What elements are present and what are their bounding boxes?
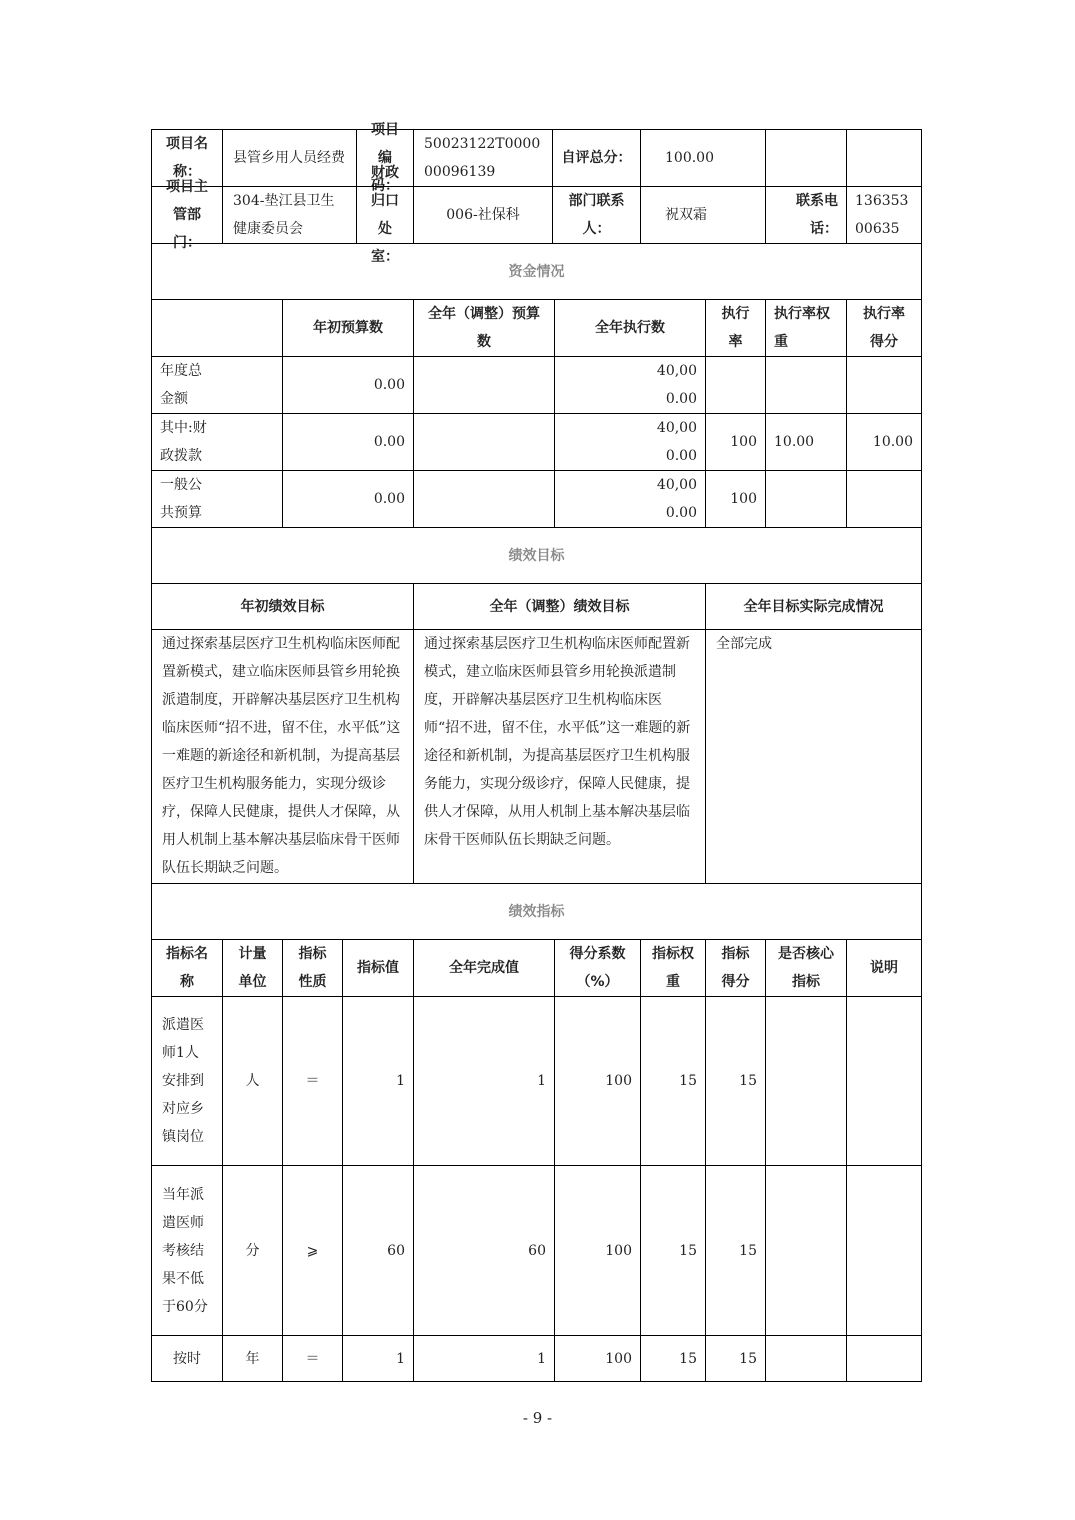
funds-row-initial: 0.00 [282, 356, 414, 414]
funds-row-executed: 40,000.00 [554, 470, 706, 528]
funds-col-adjusted: 全年（调整）预算数 [413, 299, 555, 357]
funds-row-score [846, 470, 922, 528]
goals-col-adjusted: 全年（调整）绩效目标 [413, 583, 706, 630]
finance-label: 财政归口处室： [356, 186, 414, 244]
ind-col-note: 说明 [846, 939, 922, 997]
funds-row-weight: 10.00 [765, 413, 847, 471]
phone-label: 联系电话： [765, 186, 847, 244]
empty-cell [765, 129, 847, 187]
finance: 006-社保科 [413, 186, 553, 244]
funds-row-rate: 100 [705, 413, 766, 471]
funds-row-rate [705, 356, 766, 414]
contact-label: 部门联系人： [552, 186, 641, 244]
ind-row-name: 派遣医师1人安排到对应乡镇岗位 [151, 996, 223, 1166]
ind-col-done: 全年完成值 [413, 939, 555, 997]
funds-row-executed: 40,000.00 [554, 356, 706, 414]
ind-row-coef: 100 [554, 1165, 641, 1336]
ind-col-score: 指标得分 [705, 939, 766, 997]
ind-row-name: 按时 [151, 1335, 223, 1382]
page-number: - 9 - [522, 1409, 553, 1427]
ind-row-score: 15 [705, 1335, 766, 1382]
ind-row-weight: 15 [640, 996, 706, 1166]
goal-initial-text: 通过探索基层医疗卫生机构临床医师配置新模式，建立临床医师县管乡用轮换派遣制度，开辟解决基层医疗卫生机构临床医师“招不进，留不住，水平低”这一难题的新途径和新机制，为提高基层医疗卫生机构服务能力，实现分级诊疗，保障人民健康，提供人才保障，从用人机制上基本解决基层临床骨干医师队伍长期缺乏问题。 [151, 629, 414, 884]
ind-row-nature: ⩾ [282, 1165, 343, 1336]
phone: 13635300635 [846, 186, 922, 244]
ind-row-core [765, 1335, 847, 1382]
evaluation-table [152, 122, 923, 1383]
ind-row-core [765, 996, 847, 1166]
empty-cell [846, 129, 922, 187]
ind-row-score: 15 [705, 1165, 766, 1336]
ind-row-note [846, 1335, 922, 1382]
funds-row-name: 年度总金额 [151, 356, 283, 414]
project-code-label: 项目编码： [356, 129, 414, 187]
ind-row-note [846, 996, 922, 1166]
ind-row-name: 当年派遣医师考核结果不低于60分 [151, 1165, 223, 1336]
ind-row-value: 1 [342, 996, 414, 1166]
ind-col-weight: 指标权重 [640, 939, 706, 997]
funds-row-name: 一般公共预算 [151, 470, 283, 528]
goal-adjusted-text: 通过探索基层医疗卫生机构临床医师配置新模式，建立临床医师县管乡用轮换派遣制度，开辟解决基层医疗卫生机构临床医师“招不进，留不住，水平低”这一难题的新途径和新机制，为提高基层医疗卫生机构服务能力，实现分级诊疗，保障人民健康，提供人才保障，从用人机制上基本解决基层临床骨干医师队伍长期缺乏问题。 [413, 629, 706, 884]
ind-col-name: 指标名称 [151, 939, 223, 997]
ind-col-unit: 计量单位 [222, 939, 283, 997]
ind-row-nature: ＝ [282, 1335, 343, 1382]
funds-col-initial: 年初预算数 [282, 299, 414, 357]
funds-row-rate: 100 [705, 470, 766, 528]
ind-row-unit: 年 [222, 1335, 283, 1382]
funds-col-weight: 执行率权重 [765, 299, 847, 357]
dept: 304-垫江县卫生健康委员会 [222, 186, 357, 244]
ind-row-unit: 人 [222, 996, 283, 1166]
ind-row-note [846, 1165, 922, 1336]
funds-row-adjusted [413, 356, 555, 414]
ind-row-done: 1 [413, 996, 555, 1166]
indicators-section-title: 绩效指标 [151, 883, 922, 940]
funds-col-name [151, 299, 283, 357]
funds-row-weight [765, 470, 847, 528]
funds-row-name: 其中:财政拨款 [151, 413, 283, 471]
funds-row-score: 10.00 [846, 413, 922, 471]
ind-row-coef: 100 [554, 996, 641, 1166]
contact: 祝双霜 [640, 186, 766, 244]
funds-section-title: 资金情况 [151, 243, 922, 300]
ind-row-weight: 15 [640, 1165, 706, 1336]
self-score: 100.00 [640, 129, 766, 187]
funds-col-executed: 全年执行数 [554, 299, 706, 357]
funds-col-rate: 执行率 [705, 299, 766, 357]
ind-row-core [765, 1165, 847, 1336]
funds-col-score: 执行率得分 [846, 299, 922, 357]
ind-row-score: 15 [705, 996, 766, 1166]
ind-row-done: 1 [413, 1335, 555, 1382]
funds-row-weight [765, 356, 847, 414]
ind-row-nature: ＝ [282, 996, 343, 1166]
ind-row-value: 1 [342, 1335, 414, 1382]
self-score-label: 自评总分： [552, 129, 641, 187]
ind-col-core: 是否核心指标 [765, 939, 847, 997]
dept-label: 项目主管部门： [151, 186, 223, 244]
ind-col-value: 指标值 [342, 939, 414, 997]
ind-row-done: 60 [413, 1165, 555, 1336]
project-name: 县管乡用人员经费 [222, 129, 357, 187]
funds-row-initial: 0.00 [282, 413, 414, 471]
project-code: 50023122T000000096139 [413, 129, 553, 187]
ind-row-unit: 分 [222, 1165, 283, 1336]
ind-row-value: 60 [342, 1165, 414, 1336]
project-name-label: 项目名称： [151, 129, 223, 187]
goals-section-title: 绩效目标 [151, 527, 922, 584]
funds-row-adjusted [413, 413, 555, 471]
funds-row-executed: 40,000.00 [554, 413, 706, 471]
ind-row-weight: 15 [640, 1335, 706, 1382]
goals-col-initial: 年初绩效目标 [151, 583, 414, 630]
ind-col-coef: 得分系数（%） [554, 939, 641, 997]
funds-row-adjusted [413, 470, 555, 528]
goals-col-actual: 全年目标实际完成情况 [705, 583, 922, 630]
funds-row-initial: 0.00 [282, 470, 414, 528]
goal-actual-text: 全部完成 [705, 629, 922, 884]
funds-row-score [846, 356, 922, 414]
ind-col-nature: 指标性质 [282, 939, 343, 997]
ind-row-coef: 100 [554, 1335, 641, 1382]
